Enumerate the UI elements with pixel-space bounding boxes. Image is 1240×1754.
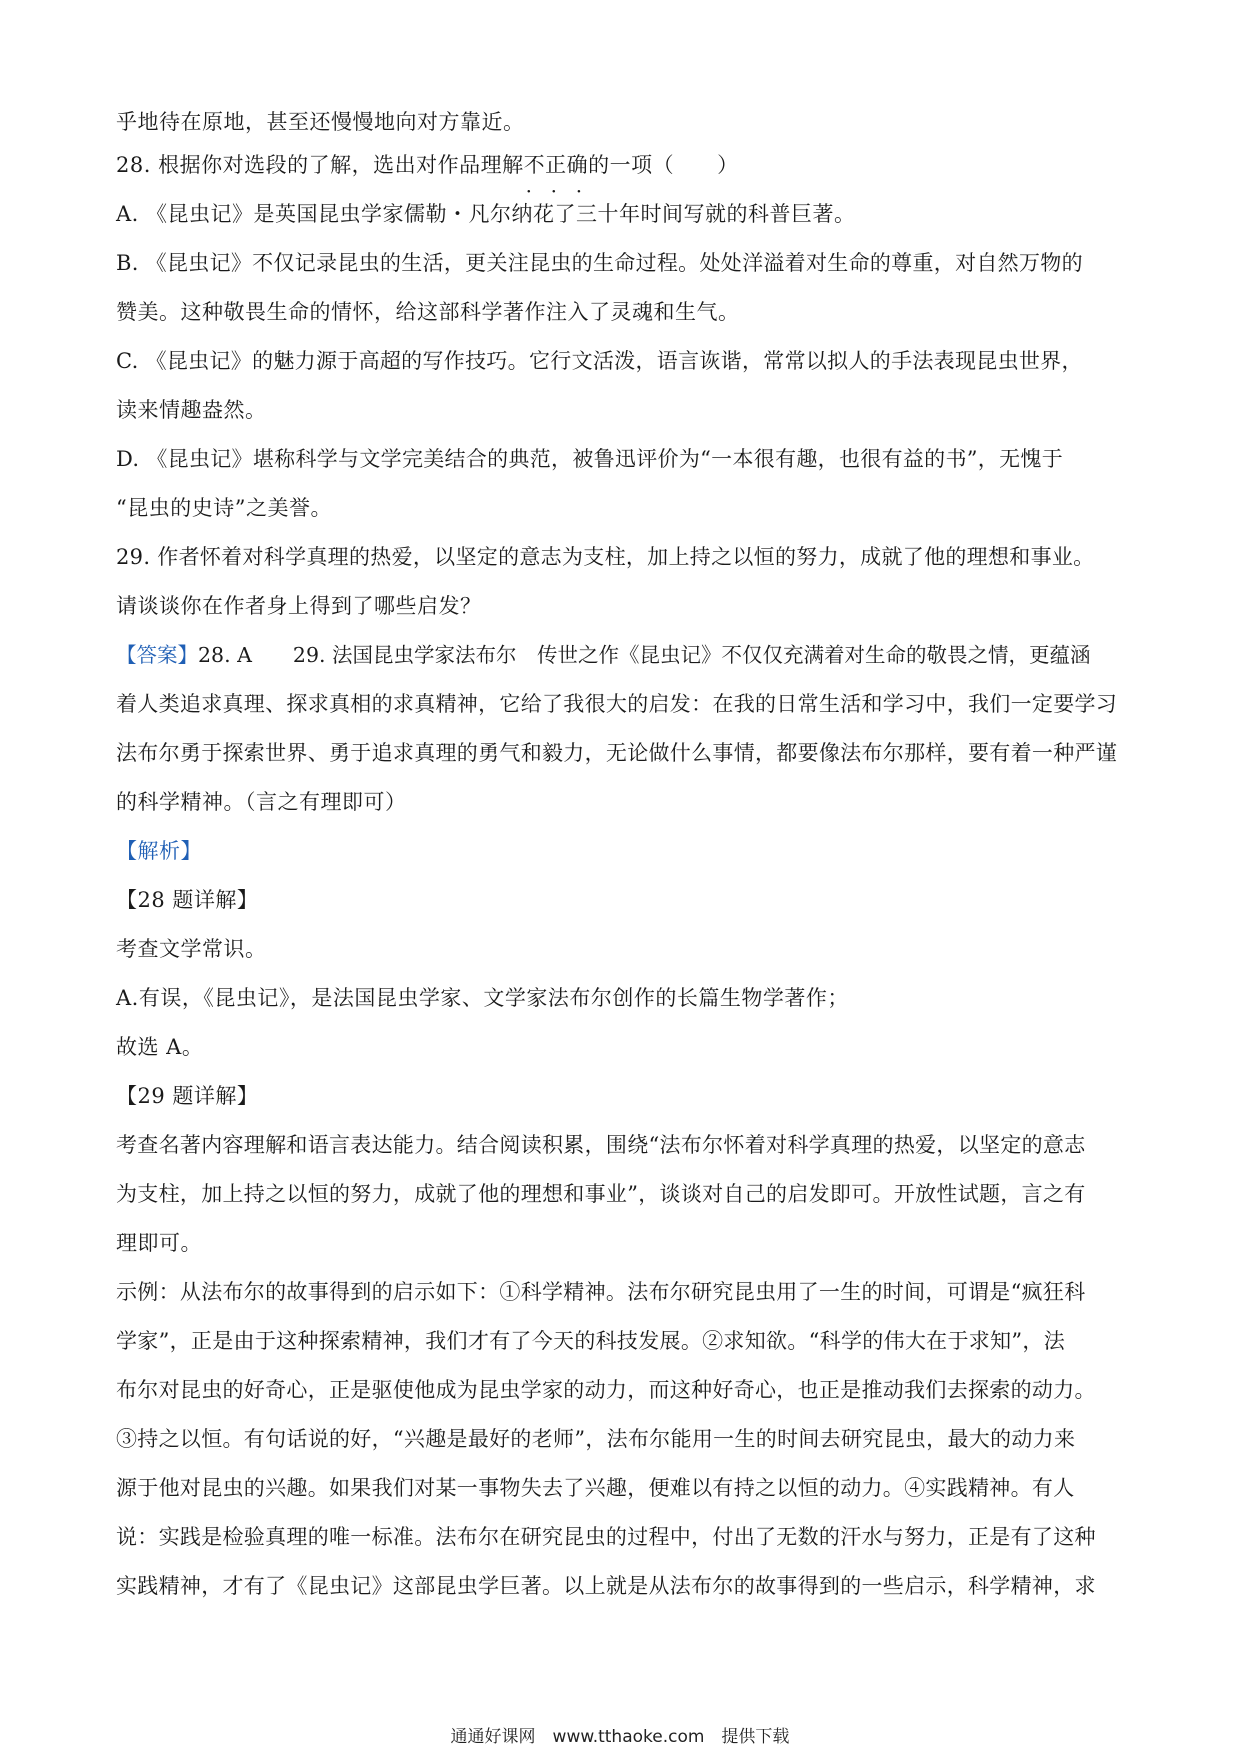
- detail-29-text-1: 考查名著内容理解和语言表达能力。结合阅读积累，围绕“法布尔怀着对科学真理的热爱，以坚定的意志: [116, 1133, 1086, 1157]
- page-footer: 通通好课网 www.tthaoke.com 提供下载: [450, 1727, 790, 1747]
- detail-28-topic: 考查文学常识。: [116, 937, 267, 961]
- example-line-7: 实践精神，才有了《昆虫记》这部昆虫学巨著。以上就是从法布尔的故事得到的一些启示，科学精神，求: [116, 1574, 1096, 1598]
- analysis-tag: 【解析】: [116, 839, 202, 863]
- example-line-1: 示例：从法布尔的故事得到的启示如下：①科学精神。法布尔研究昆虫用了一生的时间，可谓是“疯狂科: [116, 1280, 1086, 1304]
- answer-cont-1: 着人类追求真理、探求真相的求真精神，它给了我很大的启发：在我的日常生活和学习中，我们一定要学习: [116, 692, 1118, 716]
- question-29: 29. 作者怀着对科学真理的热爱，以坚定的意志为支柱，加上持之以恒的努力，成就了他的理想和事业。: [116, 545, 1095, 569]
- answer-line: [116, 631, 1126, 680]
- detail-28-text: A.有误，《昆虫记》，是法国昆虫学家、文学家法布尔创作的长篇生物学著作；: [116, 986, 849, 1010]
- example-line-6: 说：实践是检验真理的唯一标准。法布尔在研究昆虫的过程中，付出了无数的汗水与努力，正是有了这种: [116, 1525, 1096, 1549]
- detail-28-heading: 【28 题详解】: [116, 888, 259, 912]
- detail-29-text-3: 理即可。: [116, 1231, 202, 1255]
- option-b: B. 《昆虫记》不仅记录昆虫的生活，更关注昆虫的生命过程。处处洋溢着对生命的尊重，对自然万物的: [116, 251, 1083, 275]
- example-line-2: 学家”，正是由于这种探索精神，我们才有了今天的科技发展。②求知欲。“科学的伟大在于求知”，法: [116, 1329, 1066, 1353]
- answer-cont-3: 的科学精神。（言之有理即可）: [116, 790, 407, 814]
- option-c-cont: 读来情趣盎然。: [116, 398, 267, 422]
- question-28-stem-end: 的一项（ ）: [588, 153, 739, 177]
- example-line-3: 布尔对昆虫的好奇心，正是驱使他成为昆虫学家的动力，而这种好奇心，也正是推动我们去探索的动力。: [116, 1378, 1096, 1402]
- emphasis-not-correct: 不正确 · · ·: [524, 153, 589, 177]
- question-28: [116, 141, 1126, 190]
- option-b-cont: 赞美。这种敬畏生命的情怀，给这部科学著作注入了灵魂和生气。: [116, 300, 740, 324]
- option-d: D. 《昆虫记》堪称科学与文学完美结合的典范，被鲁迅评价为“一本很有趣，也很有益的书”，无愧于: [116, 447, 1064, 471]
- answer-tag: 【答案】: [116, 643, 198, 667]
- detail-29-text-2: 为支柱，加上持之以恒的努力，成就了他的理想和事业”，谈谈对自己的启发即可。开放性试题，言之有: [116, 1182, 1086, 1206]
- option-d-cont: “昆虫的史诗”之美誉。: [116, 496, 332, 520]
- answer-cont-2: 法布尔勇于探索世界、勇于追求真理的勇气和毅力，无论做什么事情，都要像法布尔那样，要有着一种严谨: [116, 741, 1118, 765]
- option-a: A. 《昆虫记》是英国昆虫学家儒勒・凡尔纳花了三十年时间写就的科普巨著。: [116, 202, 856, 226]
- question-28-stem: 28. 根据你对选段的了解，选出对作品理解: [116, 153, 524, 177]
- question-29-cont: 请谈谈你在作者身上得到了哪些启发？: [116, 594, 482, 618]
- example-line-4: ③持之以恒。有句话说的好，“兴趣是最好的老师”，法布尔能用一生的时间去研究昆虫，最大的动力来: [116, 1427, 1076, 1451]
- detail-28-choice: 故选 A。: [116, 1035, 204, 1059]
- text-line: 乎地待在原地，甚至还慢慢地向对方靠近。: [116, 110, 525, 134]
- document-body: [116, 98, 1126, 1611]
- detail-29-heading: 【29 题详解】: [116, 1084, 259, 1108]
- option-c: C. 《昆虫记》的魅力源于高超的写作技巧。它行文活泼，语言诙谐，常常以拟人的手法表现昆虫世界，: [116, 349, 1083, 373]
- example-line-5: 源于他对昆虫的兴趣。如果我们对某一事物失去了兴趣，便难以有持之以恒的动力。④实践精神。有人: [116, 1476, 1075, 1500]
- answer-text: 28. A 29. 法国昆虫学家法布尔 传世之作《昆虫记》不仅仅充满着对生命的敬畏之情，更蕴涵: [198, 643, 1091, 667]
